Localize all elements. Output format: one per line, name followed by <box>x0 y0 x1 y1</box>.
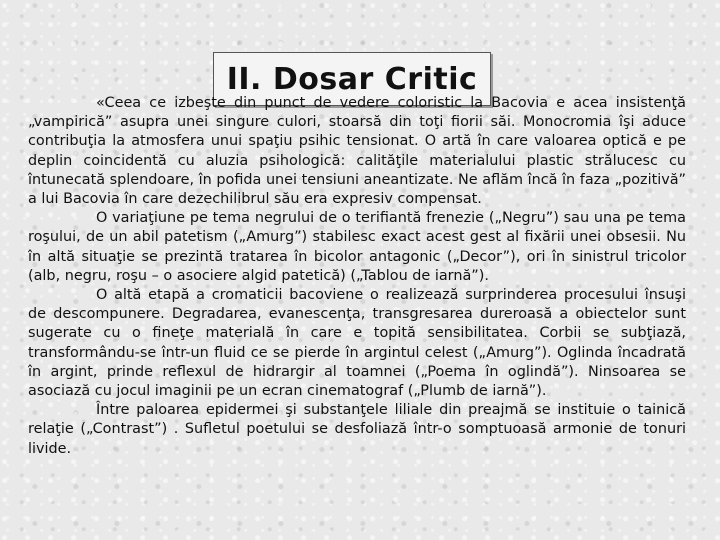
paragraph-1: «Ceea ce izbeşte din punct de vedere coloristic la Bacovia e acea insistenţă „vampirică” asupra unei singure culori, stoarsă din toţi fiorii săi. Monocromia îşi aduce contribuţia la atmosfera unui spaţiu psihic tensionat. O artă în care valoarea optică e pe deplin coincidentă cu aluzia psihologică: calităţile materialului plastic strălucesc cu întunecată splendoare, în pofida unei tensiuni aneantizate. Ne aflăm încă în faza „pozitivă” a lui Bacovia în care dezechilibrul său era expresiv compensat. <box>28 95 686 208</box>
paragraph-2: O variaţiune pe tema negrului de o terifiantă frenezie („Negru”) sau una pe tema roşului, de un abil patetism („Amurg”) stabilesc exact acest gest al fixării unei obsesii. Nu în altă situaţie se prezintă tratarea în bicolor antagonic („Decor”), ori în sinistrul tricolor (alb, negru, roşu – o asociere algid patetică) („Tablou de iarnă”). <box>28 210 686 284</box>
paragraph-4: Între paloarea epidermei şi substanţele liliale din preajmă se instituie o tainică relaţie („Contrast”) . Sufletul poetului se desfoliază într-o somptuoasă armonie de tonuri livide. <box>28 402 686 457</box>
slide-title: II. Dosar Critic <box>213 52 491 106</box>
slide-body-text <box>28 94 686 459</box>
paragraph-3: O altă etapă a cromaticii bacoviene o realizează surprinderea procesului însuşi de descompunere. Degradarea, evanescenţa, transgresarea dureroasă a obiectelor sunt sugerate cu o fineţe materială în care e topită sensibilitatea. Corbii se subţiază, transformându-se într-un fluid ce se pierde în argintul celest („Amurg”). Oglinda încadrată în argint, prinde reflexul de hidrargir al toamnei („Poema în oglindă”). Ninsoarea se asociază cu jocul imaginii pe un ecran cinematograf („Plumb de iarnă”). <box>28 287 686 400</box>
